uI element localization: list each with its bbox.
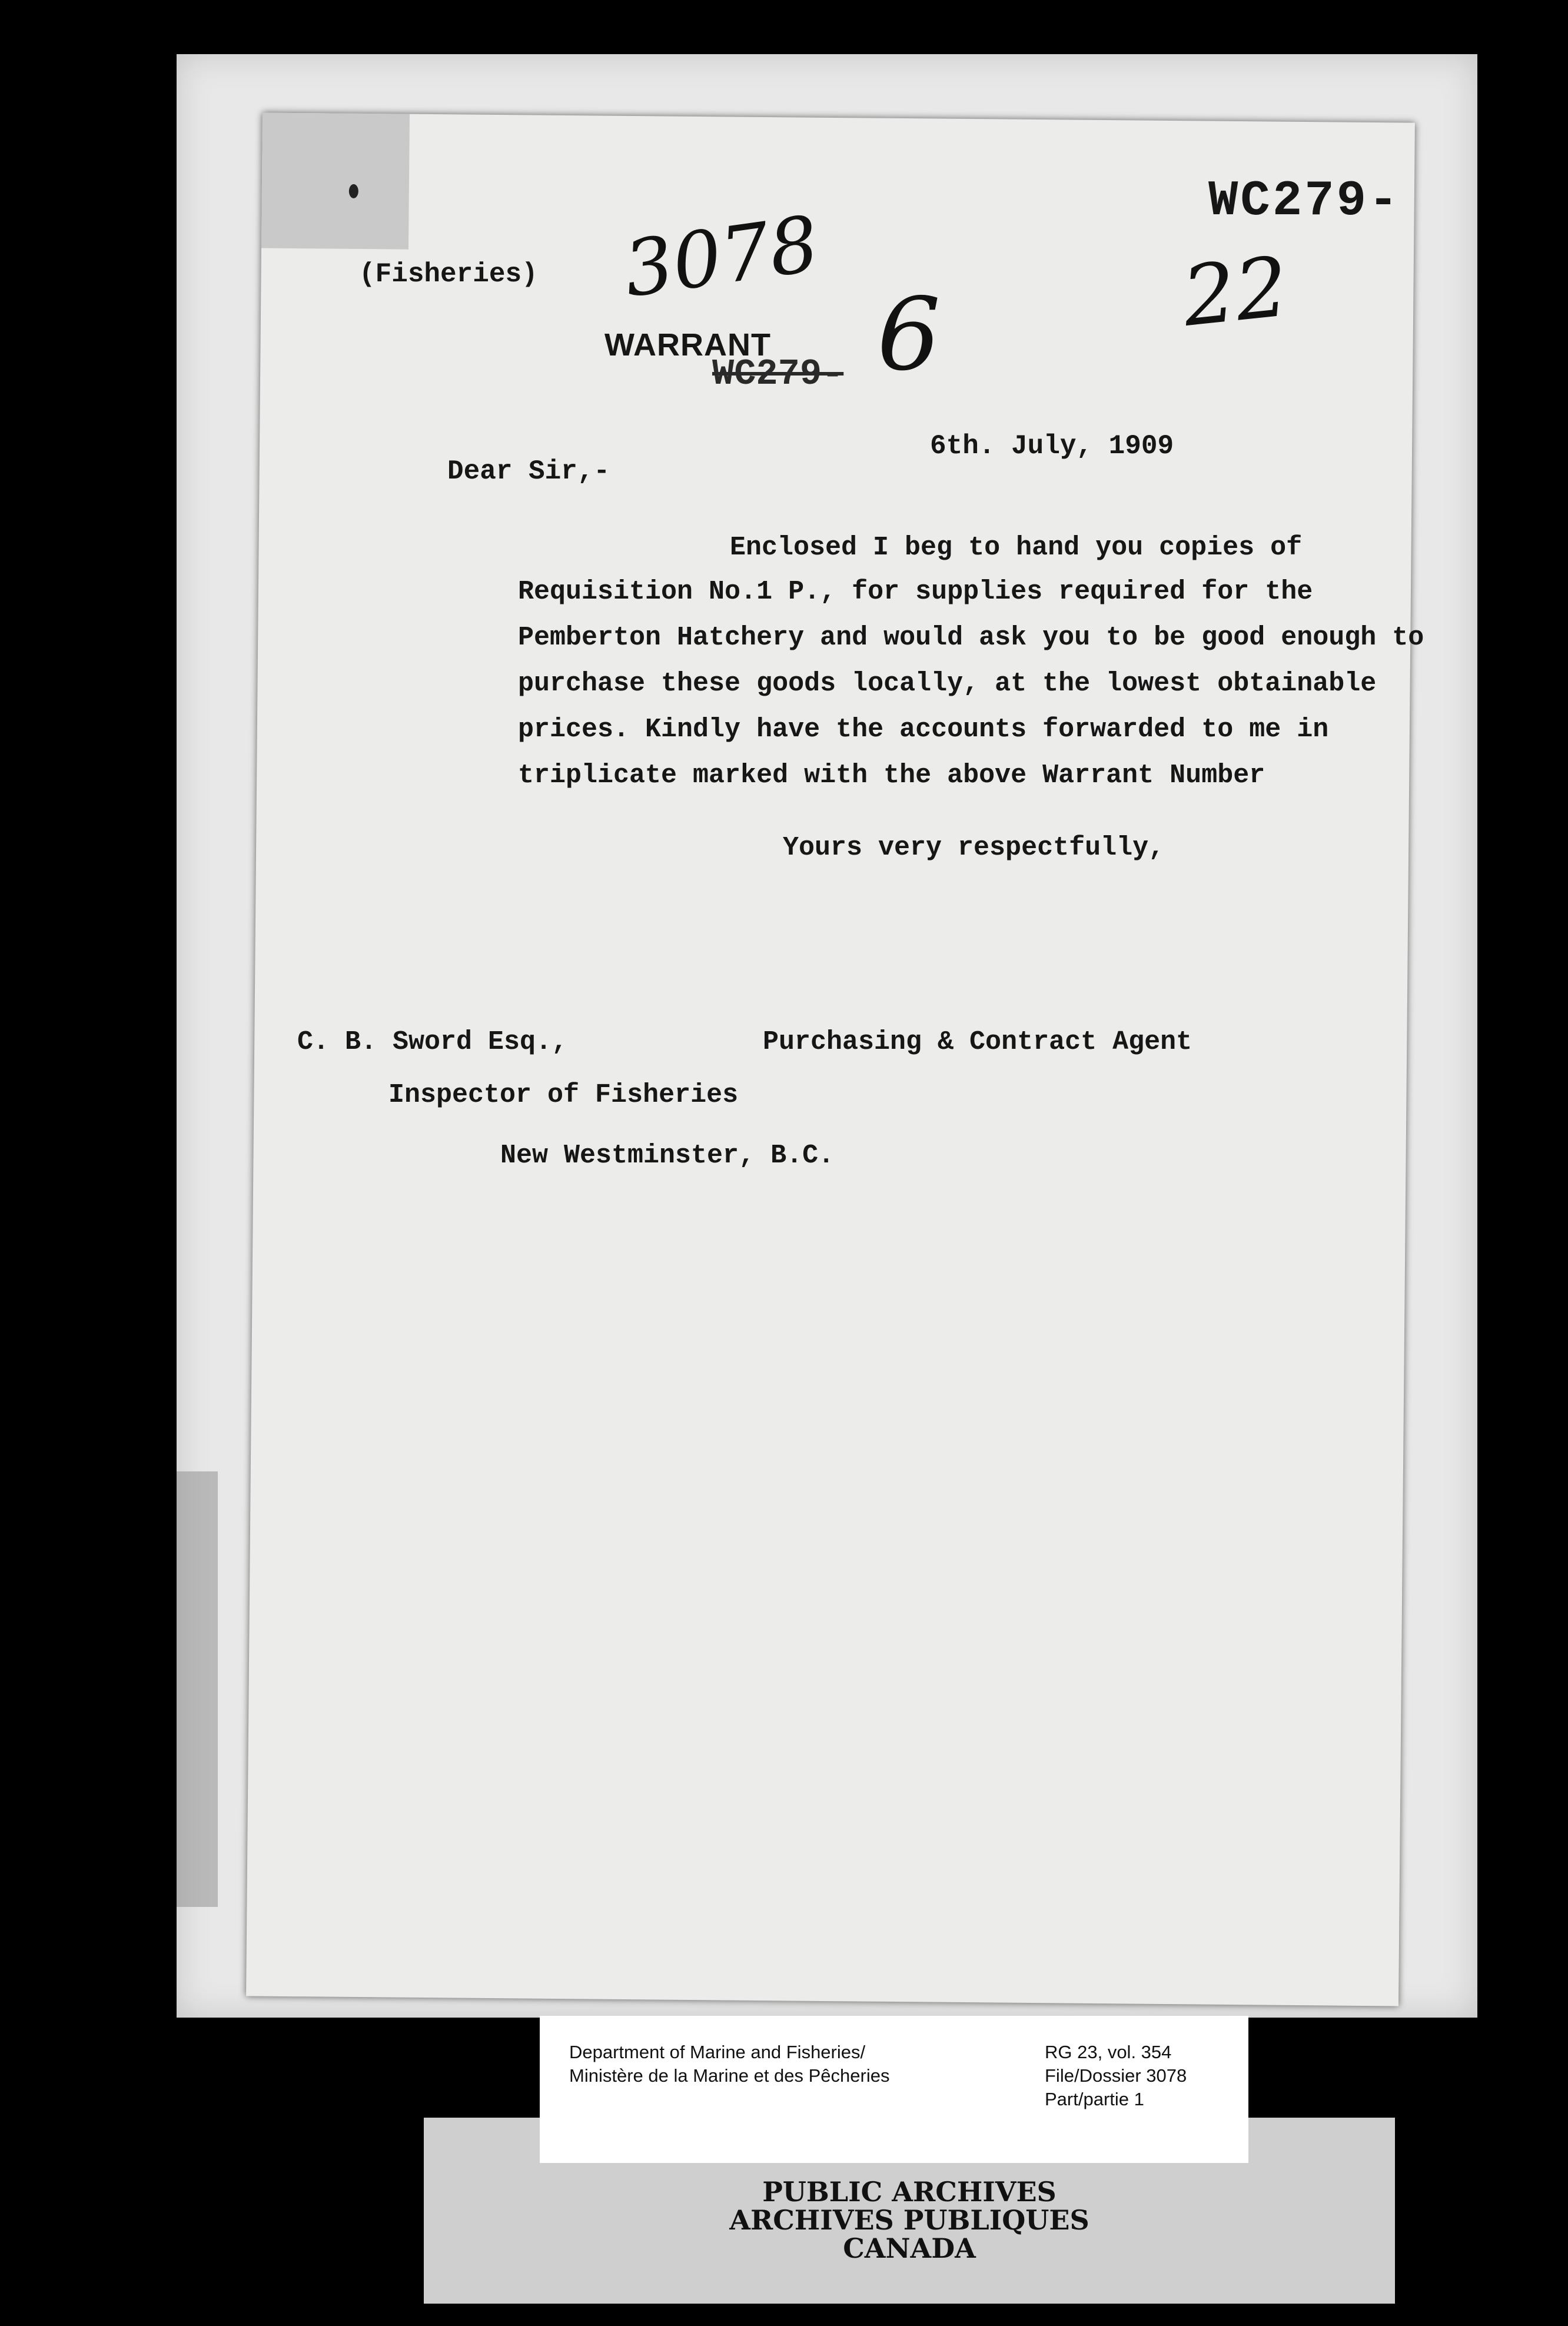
- recipient-title: Inspector of Fisheries: [388, 1080, 739, 1110]
- signature-title: Purchasing & Contract Agent: [763, 1027, 1192, 1057]
- body-line: triplicate marked with the above Warrant Number: [518, 760, 1265, 790]
- punch-hole: [349, 184, 358, 198]
- body-line: purchase these goods locally, at the lowest obtainable: [518, 669, 1377, 699]
- warrant-code-top-right: WC279-: [1208, 174, 1401, 230]
- archive-reference-line: Part/partie 1: [1045, 2089, 1144, 2109]
- archive-stamp-line: CANADA: [843, 2232, 976, 2264]
- handwritten-page-number: 22: [1178, 239, 1293, 345]
- department-heading: (Fisheries): [359, 259, 538, 290]
- letter-date: 6th. July, 1909: [930, 431, 1174, 461]
- archive-reference-line: File/Dossier 3078: [1045, 2065, 1187, 2086]
- archive-department: [569, 2041, 889, 2088]
- body-line: prices. Kindly have the accounts forwarded to me in: [518, 715, 1329, 745]
- archive-department-line: Department of Marine and Fisheries/: [569, 2042, 866, 2062]
- warrant-code-stamp: WC279-: [712, 353, 844, 395]
- archive-department-line: Ministère de la Marine et des Pêcheries: [569, 2065, 890, 2086]
- closing: Yours very respectfully,: [783, 833, 1165, 863]
- archive-stamp: [424, 2118, 1395, 2304]
- letter-page: [246, 113, 1415, 2006]
- body-line: Pemberton Hatchery and would ask you to be good enough to: [518, 623, 1424, 653]
- archive-stamp-line: ARCHIVES PUBLIQUES: [729, 2204, 1089, 2236]
- archive-reference-line: RG 23, vol. 354: [1045, 2042, 1172, 2062]
- folded-corner: [261, 113, 410, 250]
- handwritten-digit: 6: [877, 277, 941, 393]
- body-line: Enclosed I beg to hand you copies of: [730, 533, 1303, 563]
- salutation: Dear Sir,-: [447, 456, 610, 487]
- binding-edge: [177, 1471, 218, 1907]
- handwritten-file-number: 3078: [619, 198, 824, 315]
- recipient-name: C. B. Sword Esq.,: [297, 1027, 568, 1057]
- recipient-location: New Westminster, B.C.: [500, 1141, 835, 1171]
- warrant-label: WARRANT: [604, 327, 771, 363]
- body-line: Requisition No.1 P., for supplies required for the: [518, 577, 1313, 607]
- archive-reference: [1045, 2041, 1187, 2111]
- archive-stamp-line: PUBLIC ARCHIVES: [762, 2176, 1057, 2208]
